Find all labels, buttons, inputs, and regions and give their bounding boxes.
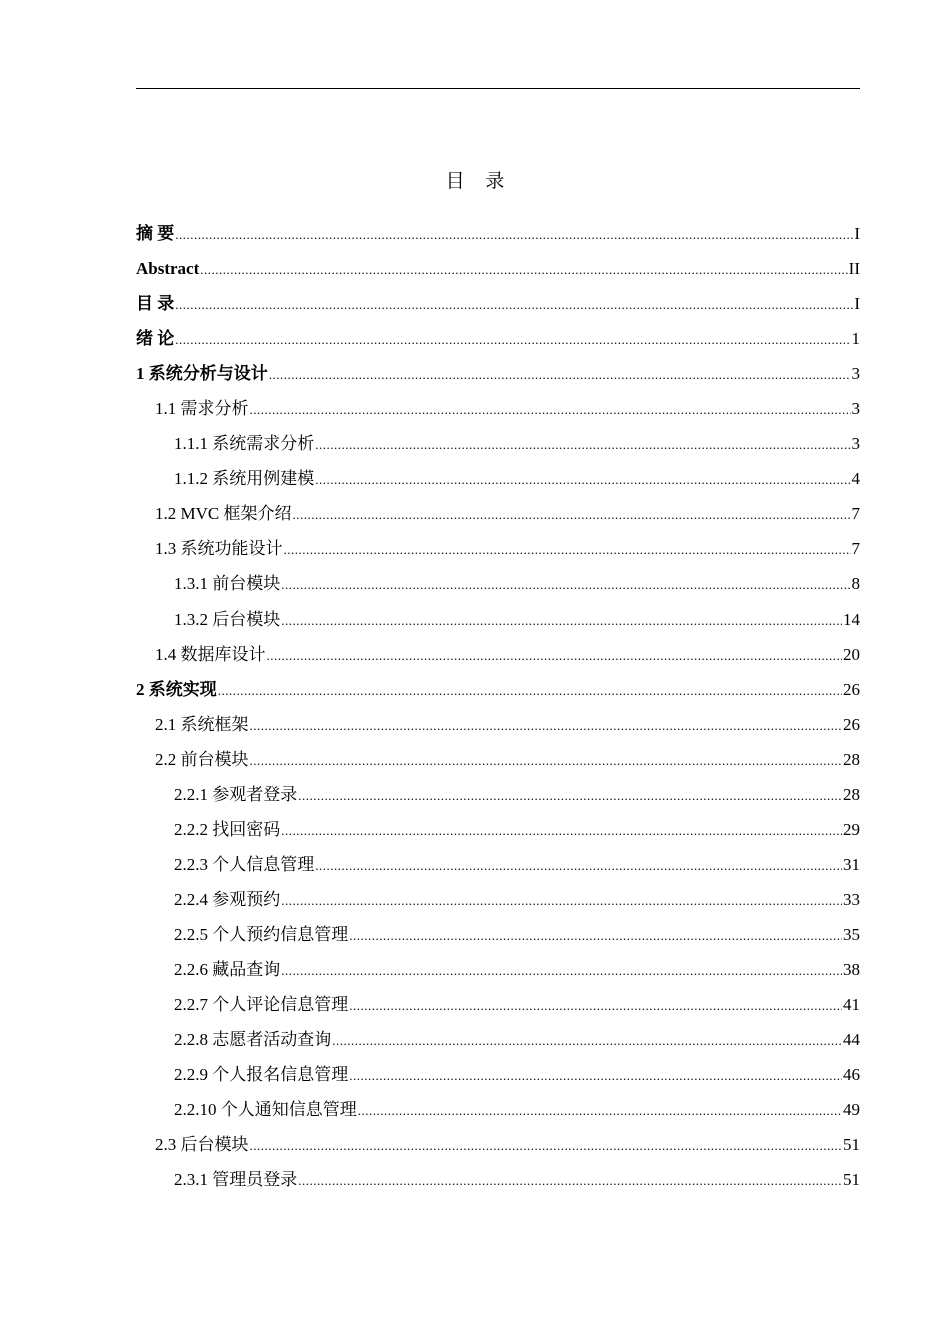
- toc-entry-page: 3: [851, 434, 860, 454]
- toc-entry-text: 2.2.7 个人评论信息管理: [174, 995, 349, 1015]
- dot-leader: [281, 603, 842, 638]
- toc-entry-page: 3: [851, 364, 860, 384]
- toc-entry-page: 51: [843, 1135, 860, 1155]
- toc-entry-section-2-2-7[interactable]: [136, 987, 860, 1022]
- toc-entry-section-2-2-4[interactable]: [136, 882, 860, 917]
- toc-entry-section-2-2-5[interactable]: [136, 917, 860, 952]
- toc-entry-page: 4: [851, 469, 860, 489]
- dot-leader: [269, 357, 851, 392]
- toc-entry-page: 46: [843, 1065, 860, 1085]
- dot-leader: [292, 497, 850, 532]
- toc-entry-text: 2.3 后台模块: [155, 1135, 249, 1155]
- dot-leader: [315, 427, 850, 462]
- toc-entry-text: 2.2.8 志愿者活动查询: [174, 1030, 332, 1050]
- dot-leader: [281, 883, 842, 918]
- toc-entry-page: 8: [851, 574, 860, 594]
- toc-entry-page: 1: [851, 329, 860, 349]
- toc-entry-page: 26: [843, 714, 860, 734]
- toc-entry-section-1-2[interactable]: [136, 496, 860, 531]
- toc-entry-section-2-1[interactable]: [136, 707, 860, 742]
- dot-leader: [298, 1163, 842, 1198]
- toc-entry-section-2-3-1[interactable]: [136, 1162, 860, 1197]
- dot-leader: [349, 988, 842, 1023]
- toc-entry-text: 1.3 系统功能设计: [155, 539, 283, 559]
- dot-leader: [250, 743, 843, 778]
- toc-entry-page: 31: [843, 854, 860, 874]
- toc-entry-text: 1.2 MVC 框架介绍: [155, 504, 292, 524]
- dot-leader: [281, 813, 842, 848]
- dot-leader: [349, 918, 842, 953]
- toc-entry-page: I: [854, 224, 860, 243]
- toc-entry-page: I: [854, 294, 860, 314]
- toc-entry-section-2-2-8[interactable]: [136, 1022, 860, 1057]
- toc-entry-page: 28: [843, 784, 860, 804]
- toc-entry-section-1-3[interactable]: [136, 531, 860, 566]
- toc-entry-section-2-2-1[interactable]: [136, 777, 860, 812]
- toc-entry-text: 1 系统分析与设计: [136, 364, 268, 384]
- toc-entry-text: 2.2.5 个人预约信息管理: [174, 924, 349, 944]
- toc-entry-abstract-en[interactable]: [136, 251, 860, 286]
- toc-entry-introduction[interactable]: [136, 321, 860, 356]
- dot-leader: [175, 322, 850, 357]
- dot-leader: [250, 708, 843, 743]
- toc-entry-section-2-2-9[interactable]: [136, 1057, 860, 1092]
- toc-entry-section-2-2[interactable]: [136, 742, 860, 777]
- toc-entry-section-1-3-1[interactable]: [136, 566, 860, 601]
- dot-leader: [315, 462, 850, 497]
- dot-leader: [250, 392, 851, 427]
- toc-entry-page: 49: [843, 1100, 860, 1120]
- toc-entry-text: 2.1 系统框架: [155, 714, 249, 734]
- toc-entry-section-1-1-2[interactable]: [136, 461, 860, 496]
- toc-entry-text: 绪 论: [136, 329, 175, 349]
- dot-leader: [281, 953, 842, 988]
- toc-entry-page: 20: [843, 644, 860, 664]
- toc-entry-text: 2.2.6 藏品查询: [174, 959, 281, 979]
- table-of-contents: [136, 216, 860, 1197]
- toc-entry-text: 2.2 前台模块: [155, 749, 249, 769]
- toc-entry-page: 3: [851, 399, 860, 419]
- toc-entry-page: 51: [843, 1170, 860, 1190]
- toc-title: 目 录: [445, 171, 513, 192]
- toc-entry-text: 2.2.9 个人报名信息管理: [174, 1065, 349, 1085]
- toc-entry-text: 1.4 数据库设计: [155, 644, 266, 664]
- toc-entry-section-1-1-1[interactable]: [136, 426, 860, 461]
- toc-entry-section-2-2-2[interactable]: [136, 812, 860, 847]
- toc-entry-text: 2.2.4 参观预约: [174, 889, 281, 909]
- toc-entry-text: 2.3.1 管理员登录: [174, 1170, 298, 1190]
- toc-entry-text: 2.2.1 参观者登录: [174, 784, 298, 804]
- toc-entry-section-2-2-6[interactable]: [136, 952, 860, 987]
- dot-leader: [332, 1023, 842, 1058]
- dot-leader: [298, 778, 842, 813]
- toc-entry-text: 1.3.2 后台模块: [174, 609, 281, 629]
- dot-leader: [175, 217, 853, 252]
- toc-entry-chapter-1[interactable]: [136, 356, 860, 391]
- toc-entry-text: 1.1 需求分析: [155, 399, 249, 419]
- toc-entry-page: 44: [843, 1030, 860, 1050]
- toc-entry-abstract-cn[interactable]: [136, 216, 860, 251]
- dot-leader: [349, 1058, 842, 1093]
- toc-entry-page: 7: [851, 539, 860, 559]
- toc-entry-text: Abstract: [136, 259, 200, 279]
- toc-entry-page: II: [848, 259, 860, 279]
- header-rule: [136, 88, 860, 89]
- toc-entry-text: 摘 要: [136, 224, 175, 243]
- dot-leader: [281, 567, 850, 602]
- toc-entry-chapter-2[interactable]: [136, 672, 860, 707]
- dot-leader: [358, 1093, 842, 1128]
- toc-entry-page: 35: [843, 924, 860, 944]
- dot-leader: [218, 673, 842, 708]
- toc-entry-page: 33: [843, 889, 860, 909]
- dot-leader: [250, 1128, 843, 1163]
- dot-leader: [284, 532, 851, 567]
- toc-entry-section-1-3-2[interactable]: [136, 602, 860, 637]
- toc-entry-page: 28: [843, 749, 860, 769]
- toc-entry-text: 2.2.2 找回密码: [174, 819, 281, 839]
- dot-leader: [267, 638, 843, 673]
- toc-entry-section-2-3[interactable]: [136, 1127, 860, 1162]
- toc-entry-section-1-1[interactable]: [136, 391, 860, 426]
- toc-entry-text: 2.2.3 个人信息管理: [174, 854, 315, 874]
- toc-entry-page: 14: [843, 609, 860, 629]
- toc-entry-section-1-4[interactable]: [136, 637, 860, 672]
- toc-entry-page: 7: [851, 504, 860, 524]
- toc-entry-page: 29: [843, 819, 860, 839]
- toc-entry-text: 1.1.1 系统需求分析: [174, 434, 315, 454]
- toc-entry-text: 目 录: [136, 294, 175, 314]
- toc-entry-contents[interactable]: [136, 286, 860, 321]
- toc-entry-text: 1.1.2 系统用例建模: [174, 469, 315, 489]
- toc-entry-text: 2.2.10 个人通知信息管理: [174, 1100, 357, 1120]
- toc-entry-section-2-2-3[interactable]: [136, 847, 860, 882]
- toc-entry-section-2-2-10[interactable]: [136, 1092, 860, 1127]
- toc-entry-text: 2 系统实现: [136, 679, 217, 699]
- toc-entry-page: 38: [843, 959, 860, 979]
- toc-entry-text: 1.3.1 前台模块: [174, 574, 281, 594]
- toc-entry-page: 26: [843, 679, 860, 699]
- toc-entry-page: 41: [843, 995, 860, 1015]
- dot-leader: [315, 848, 842, 883]
- dot-leader: [200, 252, 847, 287]
- dot-leader: [175, 287, 853, 322]
